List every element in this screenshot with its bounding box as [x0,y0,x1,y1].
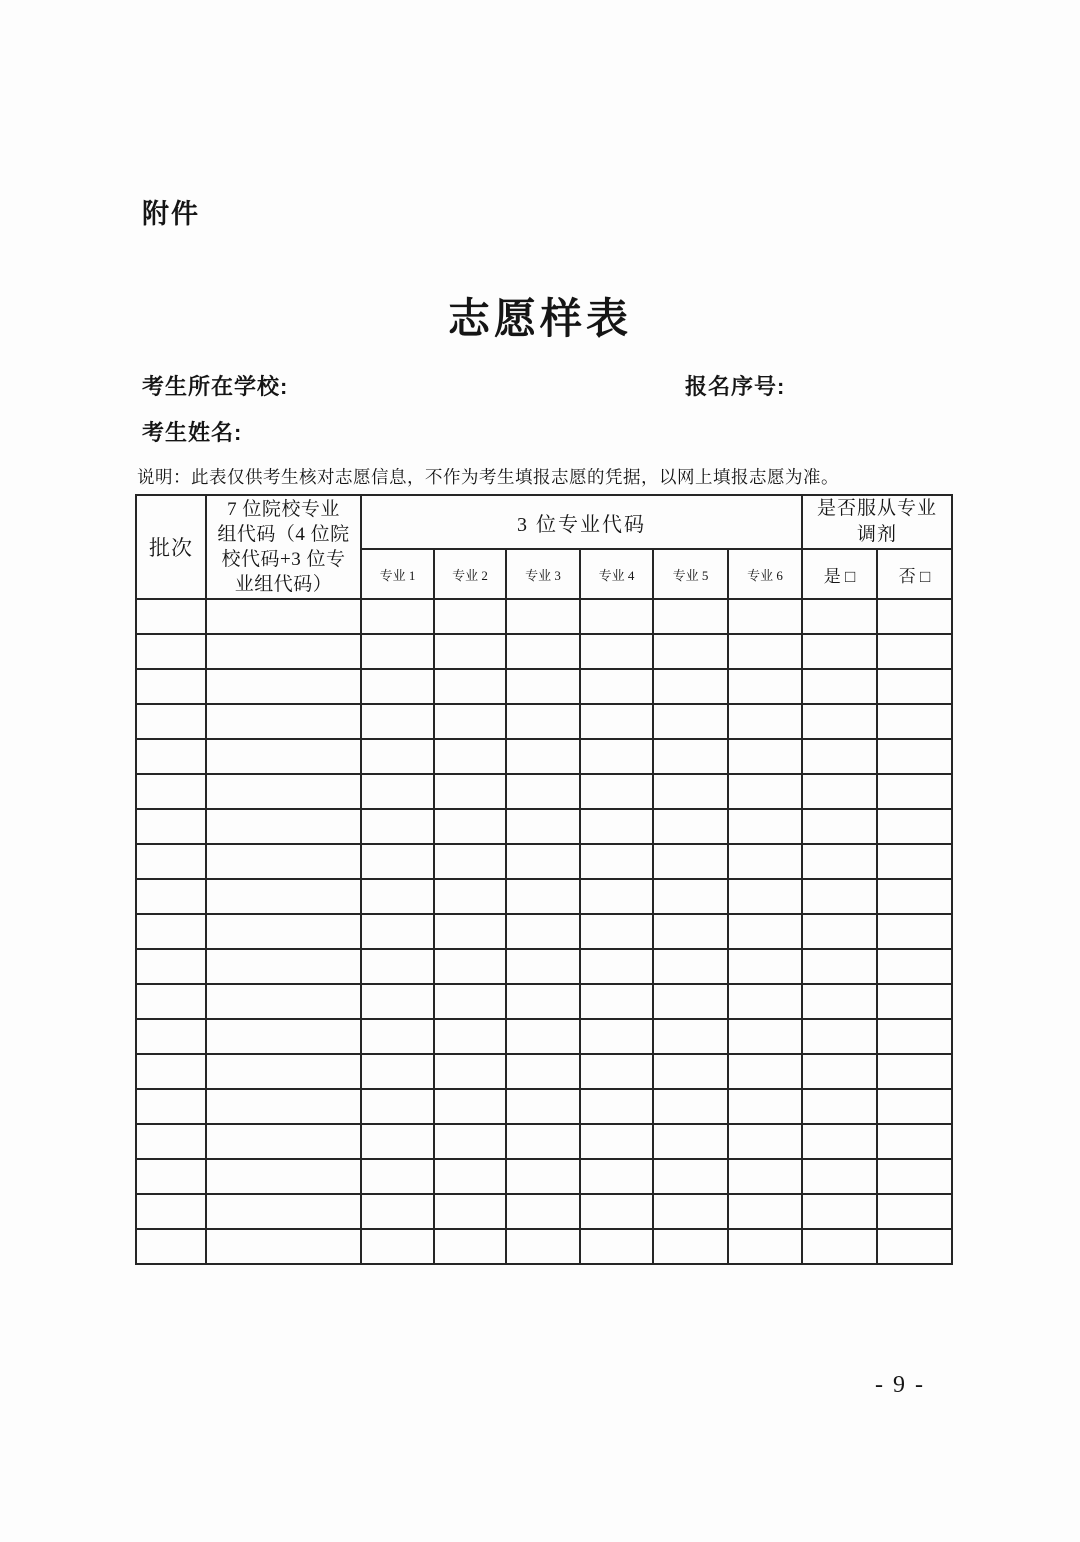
empty-cell [361,739,434,774]
empty-cell [206,1229,361,1264]
empty-cell [728,704,802,739]
empty-cell [361,1019,434,1054]
empty-cell [136,739,206,774]
empty-cell [206,739,361,774]
empty-cell [653,809,728,844]
empty-cell [728,1159,802,1194]
empty-cell [434,1229,506,1264]
empty-cell [136,844,206,879]
empty-cell [136,774,206,809]
empty-cell [580,1089,653,1124]
empty-cell [506,914,580,949]
table-row [136,914,952,949]
empty-cell [802,809,877,844]
empty-cell [136,809,206,844]
header-yes-checkbox: 是 □ [802,549,877,599]
empty-cell [653,1019,728,1054]
empty-cell [361,949,434,984]
empty-cell [580,984,653,1019]
empty-cell [728,1194,802,1229]
empty-cell [434,739,506,774]
empty-cell [434,634,506,669]
empty-cell [434,1054,506,1089]
preference-table [135,494,953,1265]
empty-cell [802,634,877,669]
empty-cell [802,1054,877,1089]
candidate-school-label: 考生所在学校: [142,374,289,399]
empty-cell [728,634,802,669]
empty-cell [361,879,434,914]
empty-cell [361,774,434,809]
empty-cell [728,844,802,879]
empty-cell [361,914,434,949]
empty-cell [580,949,653,984]
empty-cell [877,634,952,669]
empty-cell [580,634,653,669]
empty-cell [361,1194,434,1229]
empty-cell [506,704,580,739]
empty-cell [653,599,728,634]
empty-cell [580,1054,653,1089]
empty-cell [728,774,802,809]
registration-number-label: 报名序号: [685,374,786,399]
empty-cell [506,634,580,669]
empty-cell [728,984,802,1019]
empty-cell [877,704,952,739]
empty-cell [580,739,653,774]
empty-cell [206,774,361,809]
empty-cell [802,1124,877,1159]
table-row [136,704,952,739]
empty-cell [136,984,206,1019]
page-number: - 9 - [875,1372,925,1398]
empty-cell [434,844,506,879]
empty-cell [580,914,653,949]
empty-cell [506,844,580,879]
header-major-6: 专业 6 [728,549,802,599]
empty-cell [136,669,206,704]
empty-cell [434,809,506,844]
empty-cell [506,1054,580,1089]
empty-cell [653,1054,728,1089]
empty-cell [206,949,361,984]
empty-cell [506,774,580,809]
empty-cell [136,879,206,914]
empty-cell [877,739,952,774]
empty-cell [877,844,952,879]
empty-cell [580,774,653,809]
empty-cell [728,669,802,704]
header-major-2: 专业 2 [434,549,506,599]
empty-cell [653,669,728,704]
empty-cell [434,1124,506,1159]
empty-cell [653,1194,728,1229]
empty-cell [728,1229,802,1264]
table-row [136,1124,952,1159]
empty-cell [877,879,952,914]
empty-cell [877,1159,952,1194]
table-row [136,1019,952,1054]
empty-cell [802,879,877,914]
empty-cell [802,1019,877,1054]
empty-cell [206,914,361,949]
empty-cell [206,599,361,634]
empty-cell [506,739,580,774]
header-major-5: 专业 5 [653,549,728,599]
empty-cell [580,1229,653,1264]
empty-cell [877,1089,952,1124]
empty-cell [136,599,206,634]
empty-cell [506,984,580,1019]
empty-cell [506,1194,580,1229]
empty-cell [877,1054,952,1089]
empty-cell [653,879,728,914]
empty-cell [580,1159,653,1194]
empty-cell [877,599,952,634]
empty-cell [206,879,361,914]
empty-cell [802,844,877,879]
empty-cell [434,1159,506,1194]
empty-cell [802,1194,877,1229]
empty-cell [434,949,506,984]
empty-cell [434,704,506,739]
empty-cell [877,1124,952,1159]
empty-cell [506,1124,580,1159]
empty-cell [580,669,653,704]
empty-cell [653,634,728,669]
empty-cell [728,809,802,844]
empty-cell [728,739,802,774]
table-row [136,774,952,809]
empty-cell [136,949,206,984]
empty-cell [653,1124,728,1159]
empty-cell [580,844,653,879]
empty-cell [506,1089,580,1124]
empty-cell [802,1159,877,1194]
empty-cell [802,984,877,1019]
header-major-4: 专业 4 [580,549,653,599]
empty-cell [580,1124,653,1159]
empty-cell [877,914,952,949]
table-row [136,1159,952,1194]
empty-cell [206,634,361,669]
empty-cell [802,1089,877,1124]
empty-cell [434,879,506,914]
empty-cell [506,949,580,984]
empty-cell [802,949,877,984]
empty-cell [877,984,952,1019]
empty-cell [206,669,361,704]
empty-cell [653,984,728,1019]
table-row [136,809,952,844]
empty-cell [877,774,952,809]
empty-cell [877,669,952,704]
header-adjustment: 是否服从专业 调剂 [802,495,952,549]
empty-cell [653,739,728,774]
empty-cell [728,599,802,634]
table-row [136,634,952,669]
empty-cell [653,1159,728,1194]
empty-cell [206,1019,361,1054]
empty-cell [136,1089,206,1124]
empty-cell [434,984,506,1019]
empty-cell [877,1229,952,1264]
empty-cell [506,1159,580,1194]
empty-cell [802,1229,877,1264]
table-row [136,949,952,984]
empty-cell [653,1089,728,1124]
empty-cell [136,1194,206,1229]
instruction-note: 说明：此表仅供考生核对志愿信息，不作为考生填报志愿的凭据，以网上填报志愿为准。 [137,467,839,487]
empty-cell [136,1054,206,1089]
empty-cell [136,1229,206,1264]
empty-cell [136,1019,206,1054]
table-row [136,739,952,774]
empty-cell [580,879,653,914]
empty-cell [728,949,802,984]
empty-cell [206,1194,361,1229]
empty-cell [434,914,506,949]
empty-cell [361,1229,434,1264]
header-major-3: 专业 3 [506,549,580,599]
empty-cell [728,1054,802,1089]
empty-cell [361,844,434,879]
empty-cell [206,704,361,739]
empty-cell [206,1124,361,1159]
empty-cell [434,1019,506,1054]
table-row [136,1054,952,1089]
table-row [136,844,952,879]
empty-cell [434,1089,506,1124]
empty-cell [653,704,728,739]
empty-cell [580,1019,653,1054]
empty-cell [506,1019,580,1054]
empty-cell [361,634,434,669]
empty-cell [506,1229,580,1264]
empty-cell [506,879,580,914]
empty-cell [506,599,580,634]
empty-cell [653,949,728,984]
empty-cell [434,1194,506,1229]
empty-cell [206,1089,361,1124]
empty-cell [580,809,653,844]
empty-cell [434,774,506,809]
empty-cell [434,669,506,704]
header-major-1: 专业 1 [361,549,434,599]
empty-cell [877,1019,952,1054]
empty-cell [136,1124,206,1159]
empty-cell [206,809,361,844]
table-row [136,984,952,1019]
empty-cell [361,1124,434,1159]
empty-cell [653,844,728,879]
empty-cell [361,1159,434,1194]
header-no-checkbox: 否 □ [877,549,952,599]
empty-cell [728,1089,802,1124]
page-title: 志愿样表 [447,297,632,343]
empty-cell [136,1159,206,1194]
empty-cell [728,914,802,949]
empty-cell [802,669,877,704]
empty-cell [728,879,802,914]
empty-cell [728,1019,802,1054]
table-row [136,669,952,704]
empty-cell [506,809,580,844]
empty-cell [802,914,877,949]
empty-cell [580,1194,653,1229]
table-row [136,1089,952,1124]
empty-cell [361,809,434,844]
table-row [136,599,952,634]
empty-cell [361,599,434,634]
empty-cell [434,599,506,634]
empty-cell [361,984,434,1019]
empty-cell [802,599,877,634]
empty-cell [206,1159,361,1194]
empty-cell [580,704,653,739]
empty-cell [136,634,206,669]
table-row [136,879,952,914]
header-group-code: 7 位院校专业 组代码（4 位院 校代码+3 位专 业组代码） [206,495,361,599]
empty-cell [361,704,434,739]
empty-cell [653,774,728,809]
empty-cell [136,914,206,949]
empty-cell [877,949,952,984]
empty-cell [506,669,580,704]
empty-cell [136,704,206,739]
empty-cell [653,1229,728,1264]
table-row [136,1194,952,1229]
empty-cell [802,704,877,739]
empty-cell [361,669,434,704]
empty-cell [361,1054,434,1089]
table-row [136,1229,952,1264]
empty-cell [877,809,952,844]
empty-cell [728,1124,802,1159]
empty-cell [206,984,361,1019]
empty-cell [361,1089,434,1124]
empty-cell [653,914,728,949]
header-major-code: 3 位专业代码 [361,495,802,549]
candidate-name-label: 考生姓名: [142,420,243,445]
empty-cell [580,599,653,634]
empty-cell [206,844,361,879]
empty-cell [877,1194,952,1229]
header-batch: 批次 [136,495,206,599]
empty-cell [802,774,877,809]
empty-cell [206,1054,361,1089]
attachment-label: 附件 [142,199,200,229]
empty-cell [802,739,877,774]
